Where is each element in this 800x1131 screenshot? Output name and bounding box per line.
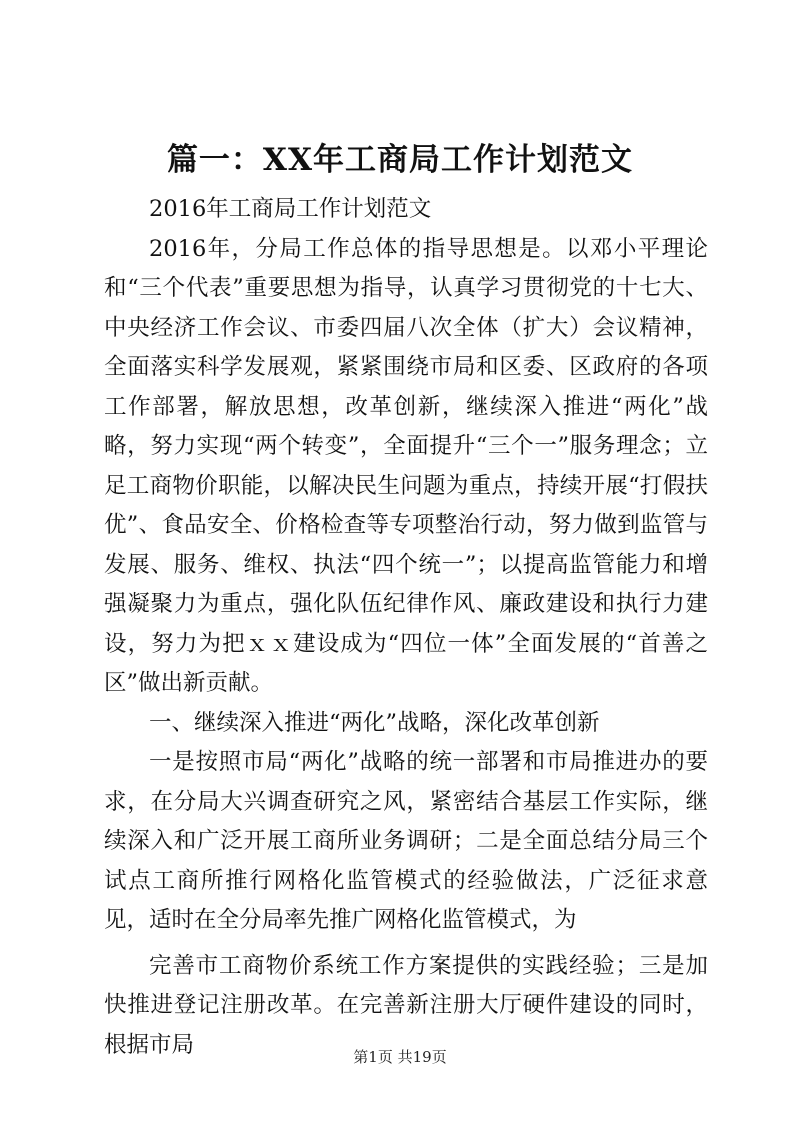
paragraph-guiding-thought: 2016年，分局工作总体的指导思想是。以邓小平理论和“三个代表”重要思想为指导，认真学习贯彻党的十七大、中央经济工作会议、市委四届八次全体（扩大）会议精神，全面落实科学发展观，紧紧围绕市局和区委、区政府的各项工作部署，解放思想，改革创新，继续深入推进“两化”战略，努力实现“两个转变”，全面提升“三个一”服务理念；立足工商物价职能，以解决民生问题为重点，持续开展“打假扶优”、食品安全、价格检查等专项整治行动，努力做到监管与发展、服务、维权、执法“四个统一”；以提高监管能力和增强凝聚力为重点，强化队伍纪律作风、廉政建设和执行力建设，努力为把ｘｘ建设成为“四位一体”全面发展的“首善之区”做出新贡献。 [104,235,708,696]
paragraph-subtitle: 2016年工商局工作计划范文 [149,196,432,222]
page-footer: 第1页 共19页 [353,1048,447,1066]
section-heading-1: 一、继续深入推进“两化”战略，深化改革创新 [149,709,600,736]
document-title: 篇一：XX年工商局工作计划范文 [166,142,634,178]
paragraph-section-1-body: 一是按照市局“两化”战略的统一部署和市局推进办的要求，在分局大兴调查研究之风，紧密结合基层工作实际，继续深入和广泛开展工商所业务调研；二是全面总结分局三个试点工商所推行网格化监管模式的经验做法，广泛征求意见，适时在全分局率先推广网格化监管模式，为 [104,749,708,933]
document-body [104,190,708,1065]
paragraph-section-1-continued: 完善市工商物价系统工作方案提供的实践经验；三是加快推进登记注册改革。在完善新注册大厅硬件建设的同时，根据市局 [104,952,708,1058]
